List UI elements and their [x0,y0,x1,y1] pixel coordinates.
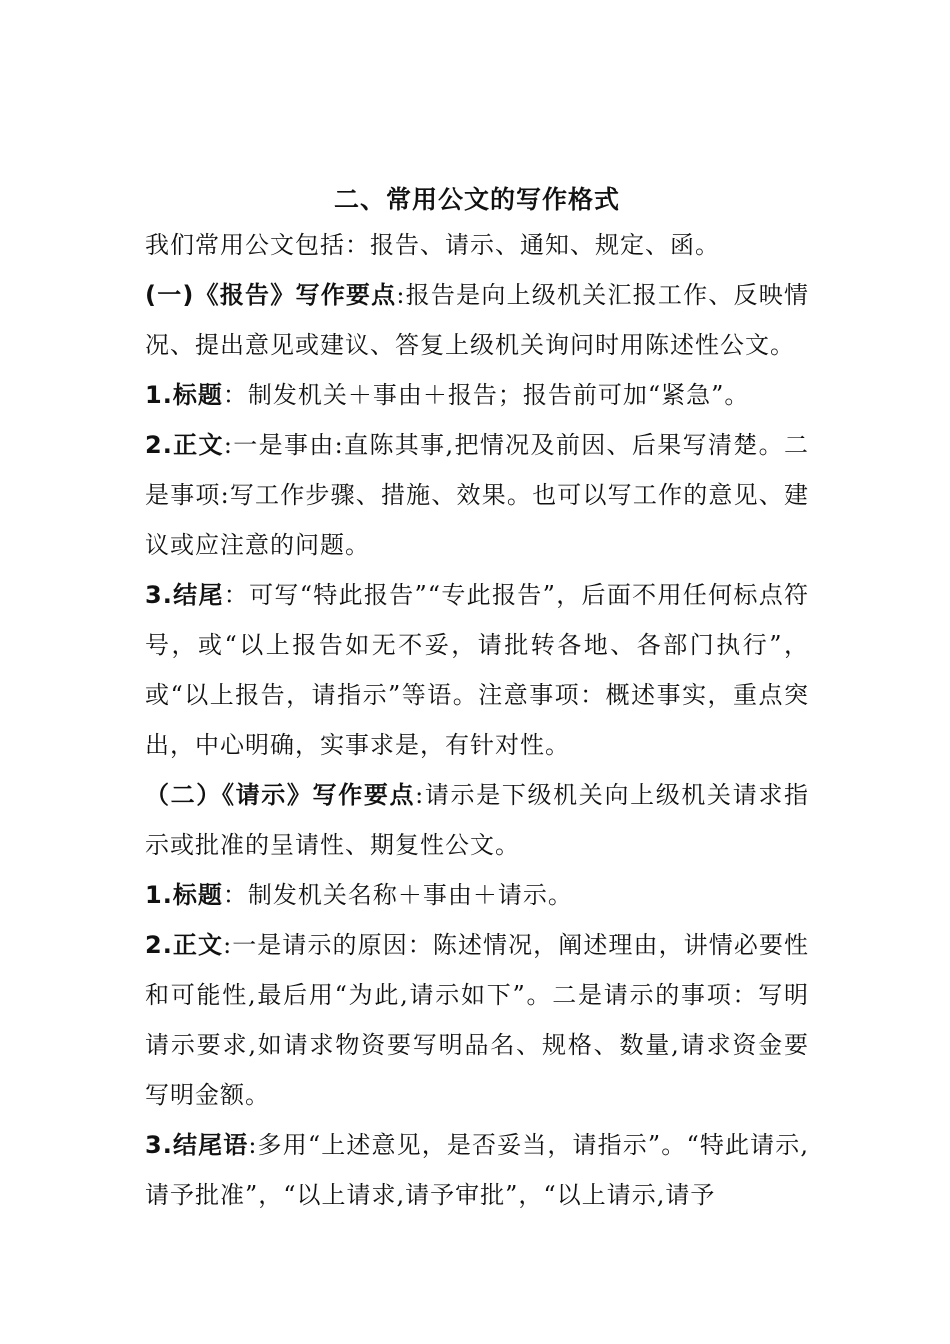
request-ending-paragraph [145,1120,809,1220]
report-heading: (一)《报告》写作要点 [145,281,397,309]
request-heading-paragraph [145,770,809,870]
request-title-paragraph [145,870,809,920]
report-heading-text: :报告是向上级机关汇报工作、反映情况、提出意见或建议、答复上级机关询问时用陈述性公文。 [145,281,809,359]
request-heading: （二）《请示》写作要点 [145,781,416,809]
report-title-text: ：制发机关＋事由＋报告；报告前可加“紧急”。 [222,381,750,409]
report-body-paragraph [145,420,809,570]
report-heading-paragraph [145,270,809,370]
request-ending-text: :多用“上述意见，是否妥当，请指示”。“特此请示,请予批准”，“以上请求,请予审批”，“以上请示,请予 [145,1131,809,1209]
report-ending-paragraph [145,570,809,770]
request-body-paragraph [145,920,809,1120]
document-page [145,180,809,1220]
request-body-label: 2.正文 [145,931,224,959]
document-title: 二、常用公文的写作格式 [333,185,620,214]
intro-paragraph [145,220,809,270]
request-ending-label: 3.结尾语 [145,1131,249,1159]
intro-text: 我们常用公文包括：报告、请示、通知、规定、函。 [145,231,720,259]
request-heading-text: :请示是下级机关向上级机关请求指示或批准的呈请性、期复性公文。 [145,781,809,859]
request-body-text: :一是请示的原因：陈述情况，阐述理由，讲情必要性和可能性,最后用“为此,请示如下”。二是请示的事项：写明请示要求,如请求物资要写明品名、规格、数量,请求资金要写明金额。 [145,931,809,1109]
request-title-text: ：制发机关名称＋事由＋请示。 [222,881,573,909]
report-title-label: 1.标题 [145,381,223,409]
request-title-label: 1.标题 [145,881,223,909]
report-ending-label: 3.结尾 [145,581,224,609]
report-body-label: 2.正文 [145,431,224,459]
report-body-text: :一是事由:直陈其事,把情况及前因、后果写清楚。二是事项:写工作步骤、措施、效果。也可以写工作的意见、建议或应注意的问题。 [145,431,809,559]
report-ending-text: ：可写“特此报告”“专此报告”，后面不用任何标点符号，或“以上报告如无不妥，请批转各地、各部门执行”，或“以上报告，请指示”等语。注意事项：概述事实，重点突出，中心明确，实事求是，有针对性。 [145,581,810,759]
report-title-paragraph [145,370,809,420]
